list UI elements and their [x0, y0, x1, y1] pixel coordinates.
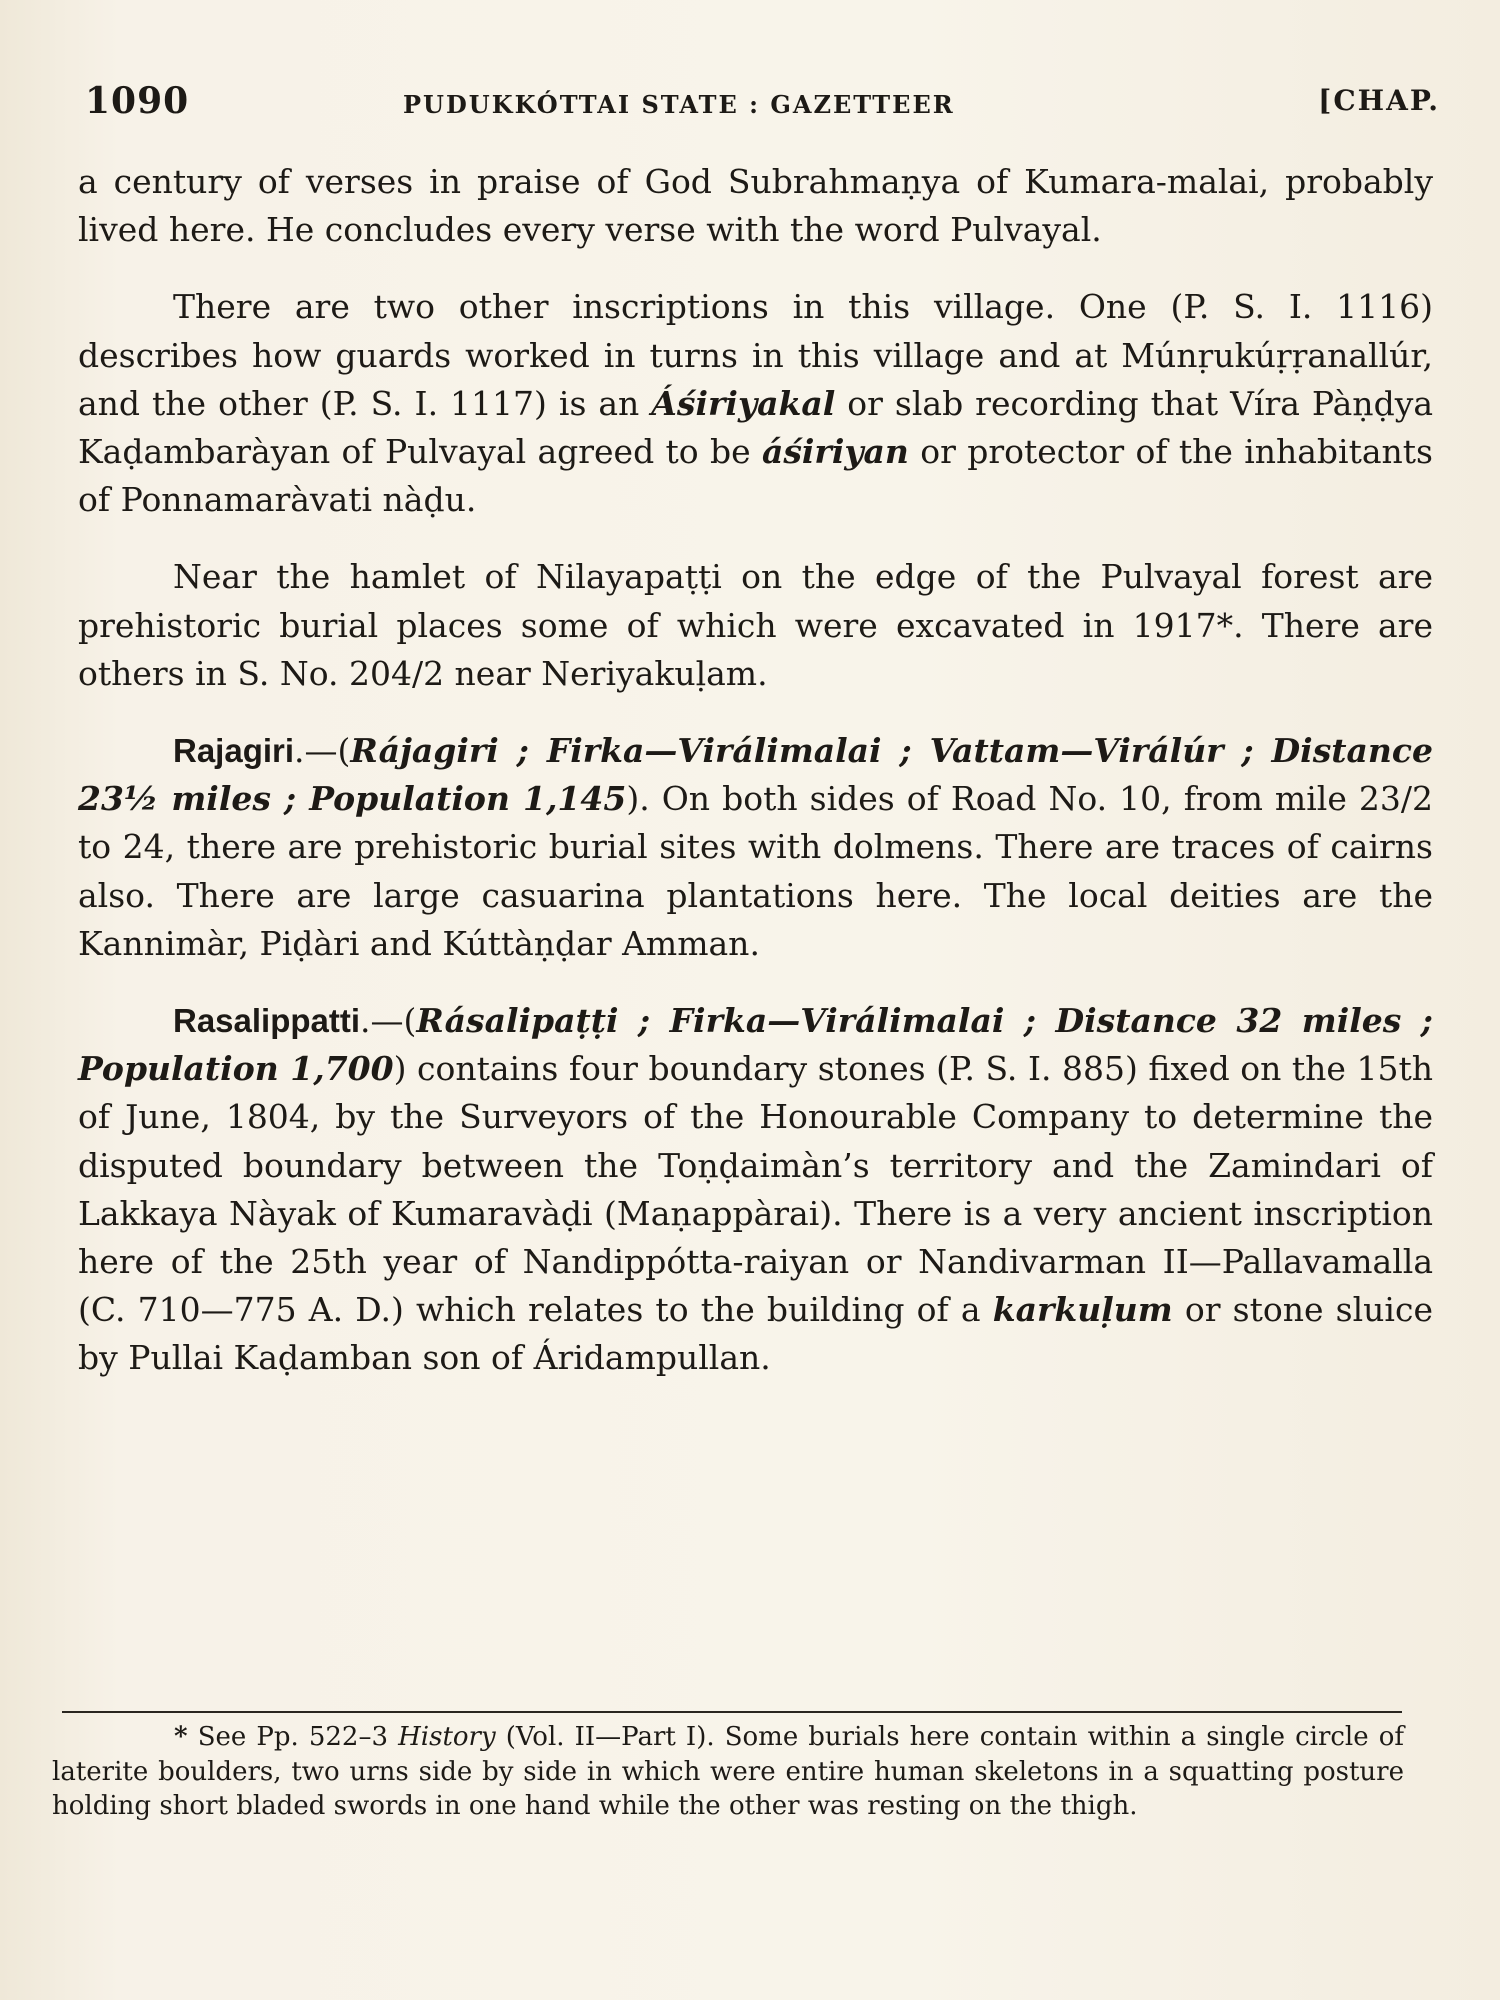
entry-text: On both sides of Road No. 10, from mile 23/2 to 24, there are prehistoric burial sites with dolmens. There are traces of cairns also. There are large casuarina plantations here. The local deities are the Kannimàr, Piḍàri and Kúttàṇḍar Amman.: [78, 779, 1433, 963]
entry-metadata: Rásalipaṭṭi ; Firka—Virálimalai ; Distance 32 miles ; Population 1,700: [78, 1001, 1433, 1089]
italic-term: karkuḷum: [992, 1290, 1173, 1330]
paragraph-continued: a century of verses in praise of God Subrahmaṇya of Kumara-malai, probably lived here. He concludes every verse with the word Pulvayal.: [78, 162, 1433, 250]
footnote-marker: *: [174, 1722, 188, 1752]
footnote-text: [52, 1720, 1404, 1824]
entry-heading: Rajagiri: [173, 732, 295, 770]
italic-term: Áśiriyakal: [651, 383, 836, 423]
body-text: [78, 158, 1433, 1383]
entry-dash: .—(: [294, 731, 351, 771]
entry-dash: .—(: [360, 1001, 417, 1041]
entry-dash: ): [393, 1049, 407, 1089]
running-header: [85, 80, 1440, 130]
paragraph-inscriptions: [78, 283, 1433, 524]
footnote-post: (Vol. II—Part I). Some burials here contain within a single circle of laterite boulders, two urns side by side in which were entire human skeletons in a squatting posture holding short bladed swords in one hand while the other was resting on the thigh.: [52, 1722, 1404, 1821]
page-number: 1090: [85, 80, 190, 122]
footnote-italic: History: [398, 1722, 496, 1752]
footnote-pre: See Pp. 522–3: [187, 1722, 399, 1752]
paragraph-text: or slab recording that Víra Pàṇḍya Kaḍambaràyan of Pulvayal agreed to be: [78, 383, 1434, 472]
entry-text: or stone sluice by Pullai Kaḍamban son of Áridampullan.: [78, 1290, 1433, 1378]
running-title: PUDUKKÓTTAI STATE : GAZETTEER: [403, 90, 955, 119]
entry-rajagiri: [78, 727, 1433, 968]
paragraph-text: There are two other inscriptions in this village. One (P. S. I. 1116) describes how guards worked in turns in this village and at Múnṛukúṛṛanallúr, and the other (P. S. I. 1117) is an: [78, 287, 1433, 423]
footnote: [52, 1720, 1404, 1824]
chapter-label: [CHAP.: [1318, 84, 1440, 117]
paragraph-text: or protector of the inhabitants of Ponnamaràvati nàḍu.: [78, 432, 1433, 520]
entry-metadata: Rájagiri ; Firka—Virálimalai ; Vattam—Virálúr ; Distance 23½ miles ; Population 1,145: [78, 731, 1433, 819]
italic-term: áśiriyan: [761, 432, 909, 472]
entry-rasalippatti: [78, 997, 1433, 1383]
entry-text: contains four boundary stones (P. S. I. 885) fixed on the 15th of June, 1804, by the Surveyors of the Honourable Company to determine the disputed boundary between the Toṇḍaimàn’s territory and the Zamindari of Lakkaya Nàyak of Kumaravàḍi (Maṇappàrai). There is a very ancient inscription here of the 25th year of Nandippótta-raiyan or Nandivarman II—Pallavamalla (C. 710—775 A. D.) which relates to the building of a: [78, 1049, 1434, 1330]
entry-heading: Rasalippatti: [173, 1002, 361, 1040]
paragraph-burials: Near the hamlet of Nilayapaṭṭi on the edge of the Pulvayal forest are prehistoric burial places some of which were excavated in 1917*. There are others in S. No. 204/2 near Neriyakuḷam.: [78, 557, 1433, 693]
footnote-divider: [62, 1711, 1402, 1713]
entry-dash: ).: [626, 779, 650, 819]
